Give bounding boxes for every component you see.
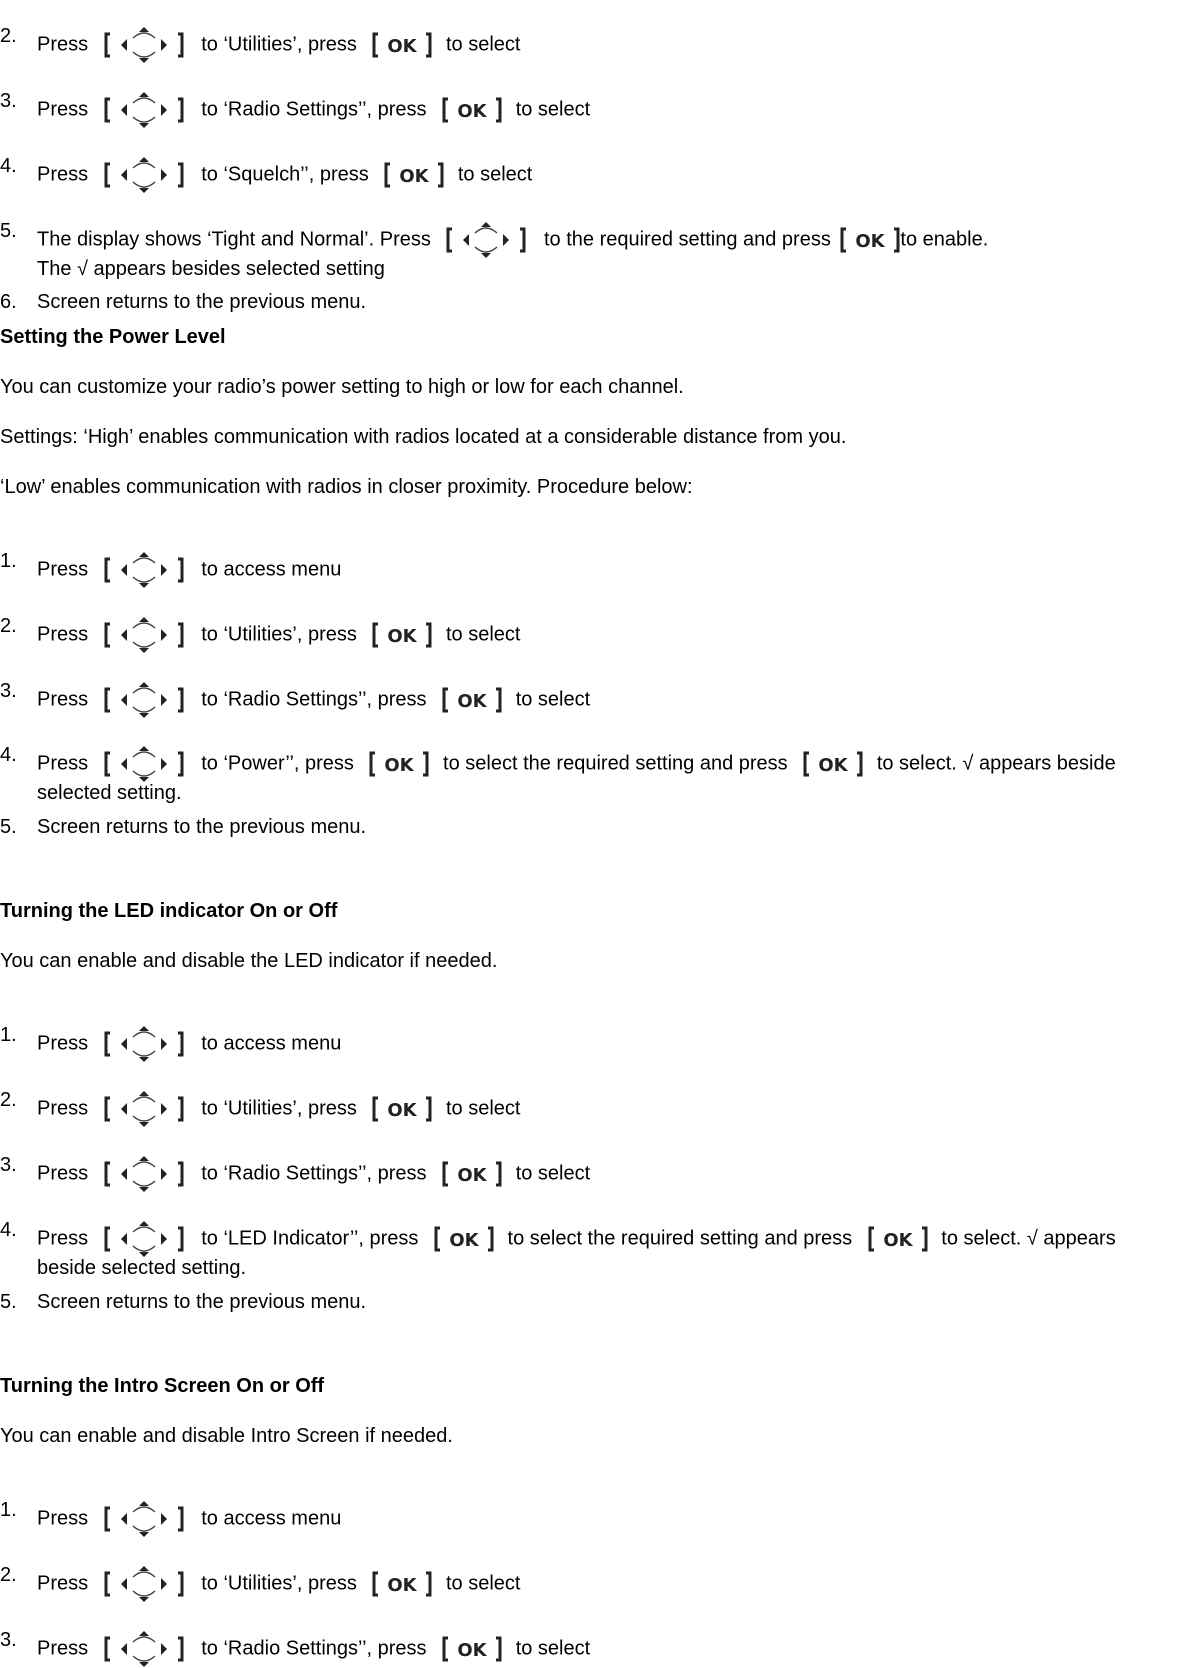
item-number: 3. — [0, 90, 17, 112]
item-text: to enable. — [900, 228, 989, 251]
ok-button-icon — [372, 32, 432, 58]
ok-button-icon — [434, 1226, 494, 1252]
item-text: Press — [37, 623, 89, 646]
svg-text:OK: OK — [387, 36, 418, 57]
svg-text:OK: OK — [457, 691, 487, 712]
item-text: to select — [445, 1572, 521, 1595]
item-text: Press — [37, 1097, 89, 1120]
svg-text:OK: OK — [387, 626, 418, 647]
item-text: to ‘Utilities’, press — [201, 1097, 357, 1120]
item-text: to select the required setting and press — [507, 1227, 853, 1250]
ok-button-icon — [803, 751, 863, 777]
item-text: to select. √ appears beside — [876, 752, 1116, 775]
item-text: Screen returns to the previous menu. — [37, 1291, 367, 1313]
item-number: 5. — [0, 1291, 17, 1313]
item-text: to select — [445, 33, 521, 56]
navigation-pad-icon — [104, 1565, 184, 1603]
item-text: to ‘Utilities’, press — [201, 623, 357, 646]
ok-button-icon — [442, 97, 502, 123]
navigation-pad-icon — [104, 551, 184, 589]
item-text: to ‘Radio Settings’’, press — [201, 1637, 427, 1660]
item-text: to select — [515, 1162, 591, 1185]
navigation-pad-icon — [104, 156, 184, 194]
svg-text:OK: OK — [387, 1100, 418, 1121]
item-text: Press — [37, 1572, 89, 1595]
item-number: 1. — [0, 1499, 17, 1521]
ok-button-icon — [442, 1161, 502, 1187]
item-number: 2. — [0, 1089, 17, 1111]
item-number: 5. — [0, 816, 17, 838]
ok-button-icon — [868, 1226, 928, 1252]
svg-text:OK: OK — [457, 1165, 487, 1186]
ok-button-icon — [442, 1636, 502, 1662]
item-text: to ‘Squelch’’, press — [201, 163, 369, 186]
item-number: 2. — [0, 615, 17, 637]
navigation-pad-icon — [104, 1500, 184, 1538]
item-text: Press — [37, 98, 89, 121]
ok-button-icon — [372, 622, 432, 648]
ok-button-icon — [384, 162, 444, 188]
item-text: to select — [445, 1097, 521, 1120]
item-text: to ‘Radio Settings’’, press — [201, 98, 427, 121]
svg-text:OK: OK — [457, 1640, 487, 1661]
item-text: The display shows ‘Tight and Normal’. Press — [37, 228, 431, 251]
item-number: 2. — [0, 1564, 17, 1586]
item-text: Screen returns to the previous menu. — [37, 291, 367, 313]
paragraph: You can customize your radio’s power setting to high or low for each channel. — [0, 376, 684, 398]
navigation-pad-icon — [104, 91, 184, 129]
item-text: Press — [37, 1637, 89, 1660]
item-number: 4. — [0, 1219, 17, 1241]
item-text: Screen returns to the previous menu. — [37, 816, 367, 838]
item-text: Press — [37, 163, 89, 186]
item-text: to ‘Power’’, press — [201, 752, 354, 775]
item-text: to ‘Radio Settings’’, press — [201, 1162, 427, 1185]
section-heading: Turning the Intro Screen On or Off — [0, 1375, 325, 1397]
item-number: 1. — [0, 1024, 17, 1046]
svg-text:OK: OK — [855, 231, 886, 252]
item-text: to select — [515, 1637, 591, 1660]
item-number: 2. — [0, 25, 17, 47]
ok-button-icon — [840, 227, 900, 253]
item-text: to ‘Utilities’, press — [201, 1572, 357, 1595]
item-number: 4. — [0, 744, 17, 766]
item-number: 3. — [0, 1629, 17, 1651]
svg-text:OK: OK — [399, 166, 429, 187]
item-text: to access menu — [201, 1032, 342, 1055]
navigation-pad-icon — [104, 1155, 184, 1193]
navigation-pad-icon — [104, 681, 184, 719]
paragraph: You can enable and disable Intro Screen if needed. — [0, 1425, 453, 1447]
navigation-pad-icon — [104, 1025, 184, 1063]
navigation-pad-icon — [104, 26, 184, 64]
item-text: to access menu — [201, 558, 342, 581]
svg-text:OK: OK — [883, 1230, 913, 1251]
paragraph: ‘Low’ enables communication with radios in closer proximity. Procedure below: — [0, 476, 693, 498]
svg-text:OK: OK — [384, 755, 415, 776]
item-text: to ‘Utilities’, press — [201, 33, 357, 56]
item-number: 1. — [0, 550, 17, 572]
ok-button-icon — [442, 687, 502, 713]
item-text: Press — [37, 33, 89, 56]
item-text: to the required setting and press — [543, 228, 831, 251]
item-text: to select. √ appears — [941, 1227, 1116, 1250]
navigation-pad-icon — [446, 221, 526, 259]
ok-button-icon — [372, 1096, 432, 1122]
item-text: Press — [37, 1032, 89, 1055]
paragraph: Settings: ‘High’ enables communication with radios located at a considerable distance from you. — [0, 426, 847, 448]
svg-text:OK: OK — [449, 1230, 479, 1251]
svg-text:OK: OK — [818, 755, 848, 776]
item-text: Press — [37, 688, 89, 711]
item-text: to select the required setting and press — [443, 752, 788, 775]
item-text: Press — [37, 558, 89, 581]
item-number: 3. — [0, 680, 17, 702]
navigation-pad-icon — [104, 616, 184, 654]
svg-text:OK: OK — [457, 101, 487, 122]
item-text: to select — [457, 163, 533, 186]
navigation-pad-icon — [104, 1220, 184, 1258]
item-text: to select — [515, 688, 591, 711]
navigation-pad-icon — [104, 745, 184, 783]
item-text: Press — [37, 1507, 89, 1530]
navigation-pad-icon — [104, 1090, 184, 1128]
item-text: to access menu — [201, 1507, 342, 1530]
item-text: to ‘Radio Settings’’, press — [201, 688, 427, 711]
svg-text:OK: OK — [387, 1575, 418, 1596]
item-text: Press — [37, 1162, 89, 1185]
item-number: 3. — [0, 1154, 17, 1176]
section-heading: Turning the LED indicator On or Off — [0, 900, 338, 922]
item-number: 4. — [0, 155, 17, 177]
paragraph: You can enable and disable the LED indicator if needed. — [0, 950, 498, 972]
item-number: 5. — [0, 220, 17, 242]
ok-button-icon — [372, 1571, 432, 1597]
ok-button-icon — [369, 751, 429, 777]
item-text: to select — [445, 623, 521, 646]
item-text: to select — [515, 98, 591, 121]
item-number: 6. — [0, 291, 17, 313]
navigation-pad-icon — [104, 1630, 184, 1668]
section-heading: Setting the Power Level — [0, 326, 226, 348]
item-text: to ‘LED Indicator’’, press — [201, 1227, 419, 1250]
item-text: Press — [37, 1227, 89, 1250]
item-text: Press — [37, 752, 89, 775]
